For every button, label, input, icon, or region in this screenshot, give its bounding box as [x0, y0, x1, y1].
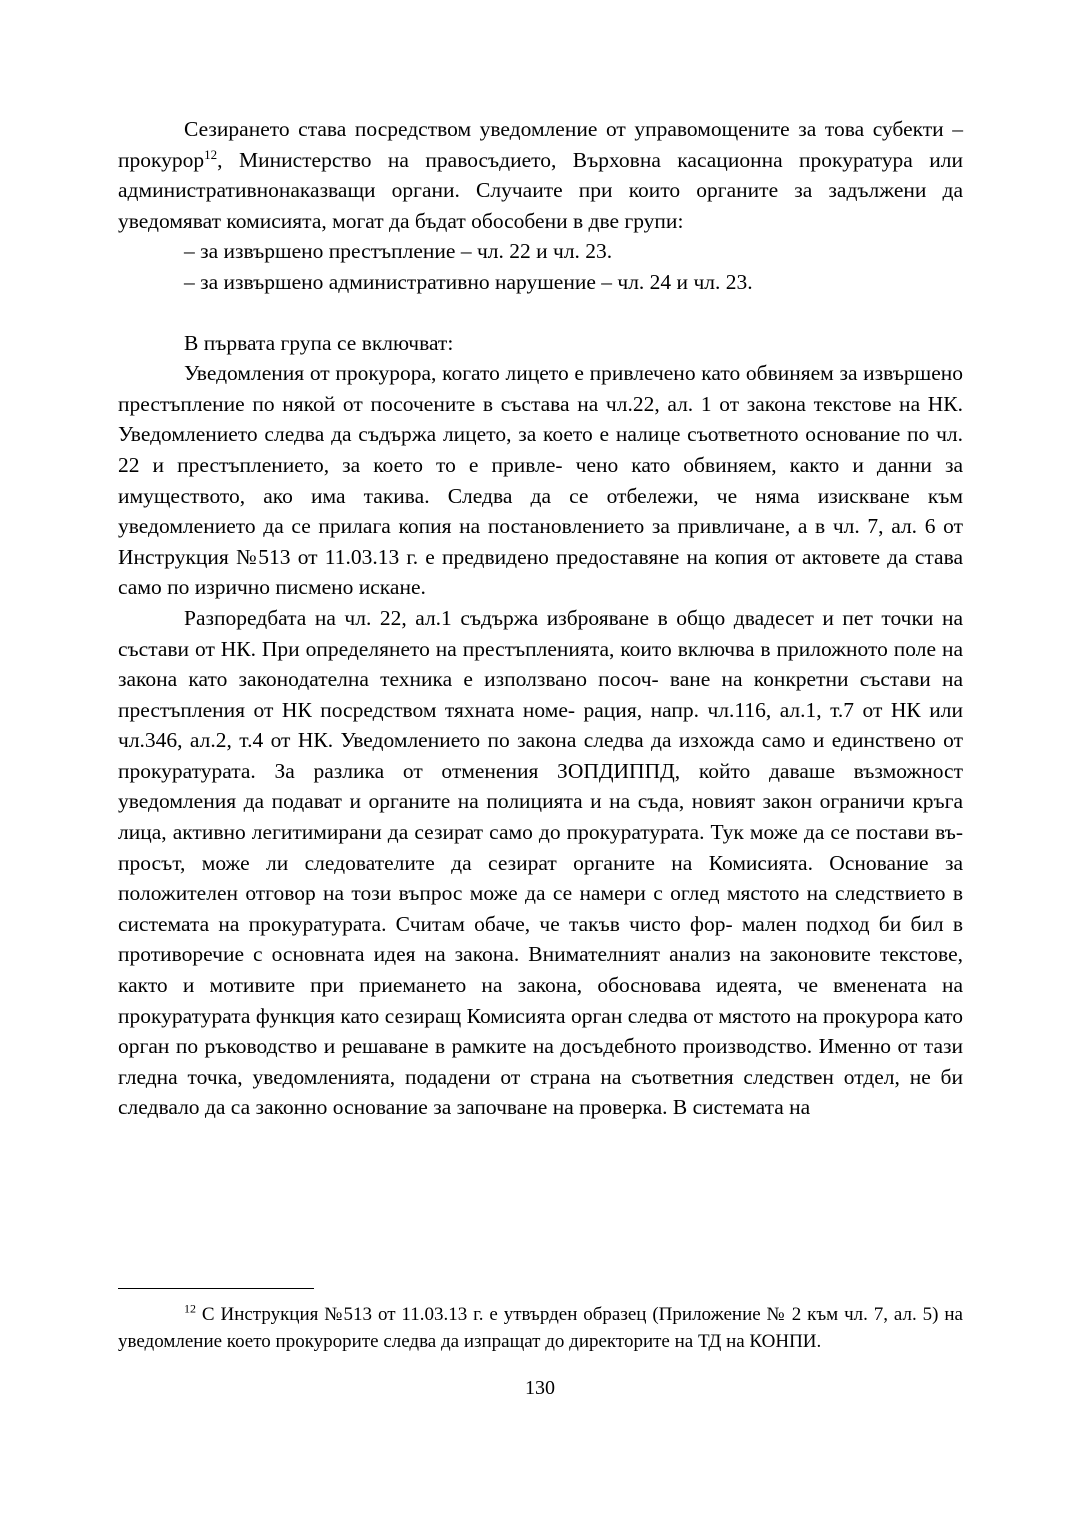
footnote-number: 12 — [184, 1301, 196, 1316]
spacer — [118, 298, 963, 328]
footnote-text: С Инструкция №513 от 11.03.13 г. е утвърден образец (Приложение № 2 към чл. 7, ал. 5) на уведомление което прокурорите следва да изпращат до директорите на ТД на КОНПИ. — [118, 1304, 963, 1352]
list-item: – за извършено престъпление – чл. 22 и чл. 23. — [184, 239, 613, 264]
footnote-reference[interactable]: 12 — [204, 146, 218, 162]
paragraph-seizure — [118, 114, 963, 236]
paragraph-prosecutor-notices: Уведомления от прокурора, когато лицето е привлечено като обвиняем за извършено престъпление по някой от посочените в състава на чл.22, ал. 1 от закона текстове на НК. Уведомлението следва да съдържа лицето, за което е налице съответното основание по чл. 22 и престъплението, за което то е привле- чено като обвиняем, както и данни за имуществото, ако има такива. Следва да се отбележи, че няма изискване към уведомлението да се прилага копия на постановлението за привличане, а в чл. 7, ал. 6 от Инструкция №513 от 11.03.13 г. е предвидено предоставяне на копия от актовете да става само по изрично писмено искане. — [118, 361, 963, 600]
page-body — [118, 114, 963, 1123]
page-number: 130 — [525, 1377, 555, 1399]
footnote-divider — [118, 1288, 314, 1289]
first-group-heading: В първата група се включват: — [184, 330, 454, 355]
list-item: – за извършено административно нарушение – чл. 24 и чл. 23. — [184, 269, 753, 294]
paragraph-article-22: Разпоредбата на чл. 22, ал.1 съдържа изброяване в общо двадесет и пет точки на състави от НК. При определянето на престъпленията, които включва в приложното поле на закона като законодателна техника е използвано посоч- ване на конкретни състави на престъпления от НК посредством тяхната номе- рация, напр. чл.116, ал.1, т.7 от НК или чл.346, ал.2, т.4 от НК. Уведомлението по закона следва да изхожда само и единствено от прокуратурата. За разлика от отменения ЗОПДИППД, който даваше възможност уведомления да подават и органите на полицията и на съда, новият закон ограничи кръга лица, активно легитимирани да сезират само до прокуратурата. Тук може да се постави въ- просът, може ли следователите да сезират органите на Комисията. Основание за положителен отговор на този въпрос може да се намери с оглед мястото на следствието в системата на прокуратурата. Считам обаче, че такъв чисто фор- мален подход би бил в противоречие с основната идея на закона. Внимателният анализ на законовите текстове, както и мотивите при приемането на закона, обосновава идеята, че вменената на прокуратурата функция като сезиращ Комисията орган следва от мястото на прокурора като орган по ръководство и решаване в рамките на досъдебното производство. Именно от тази гледна точка, уведомленията, подадени от страна на съответния следствен отдел, не би следвало да са законно основание за започване на проверка. В системата на — [118, 605, 963, 1120]
paragraph-text: Сезирането става посредством уведомление от управомощените за това субекти – прокурор — [118, 117, 963, 172]
footnote-12 — [118, 1302, 963, 1355]
paragraph-text: , Министерство на правосъдието, Върховна касационна прокуратура или административнонаказващи органи. Случаите при които органите за задължени да уведомяват комисията, могат да бъдат обособени в две групи: — [118, 147, 963, 233]
